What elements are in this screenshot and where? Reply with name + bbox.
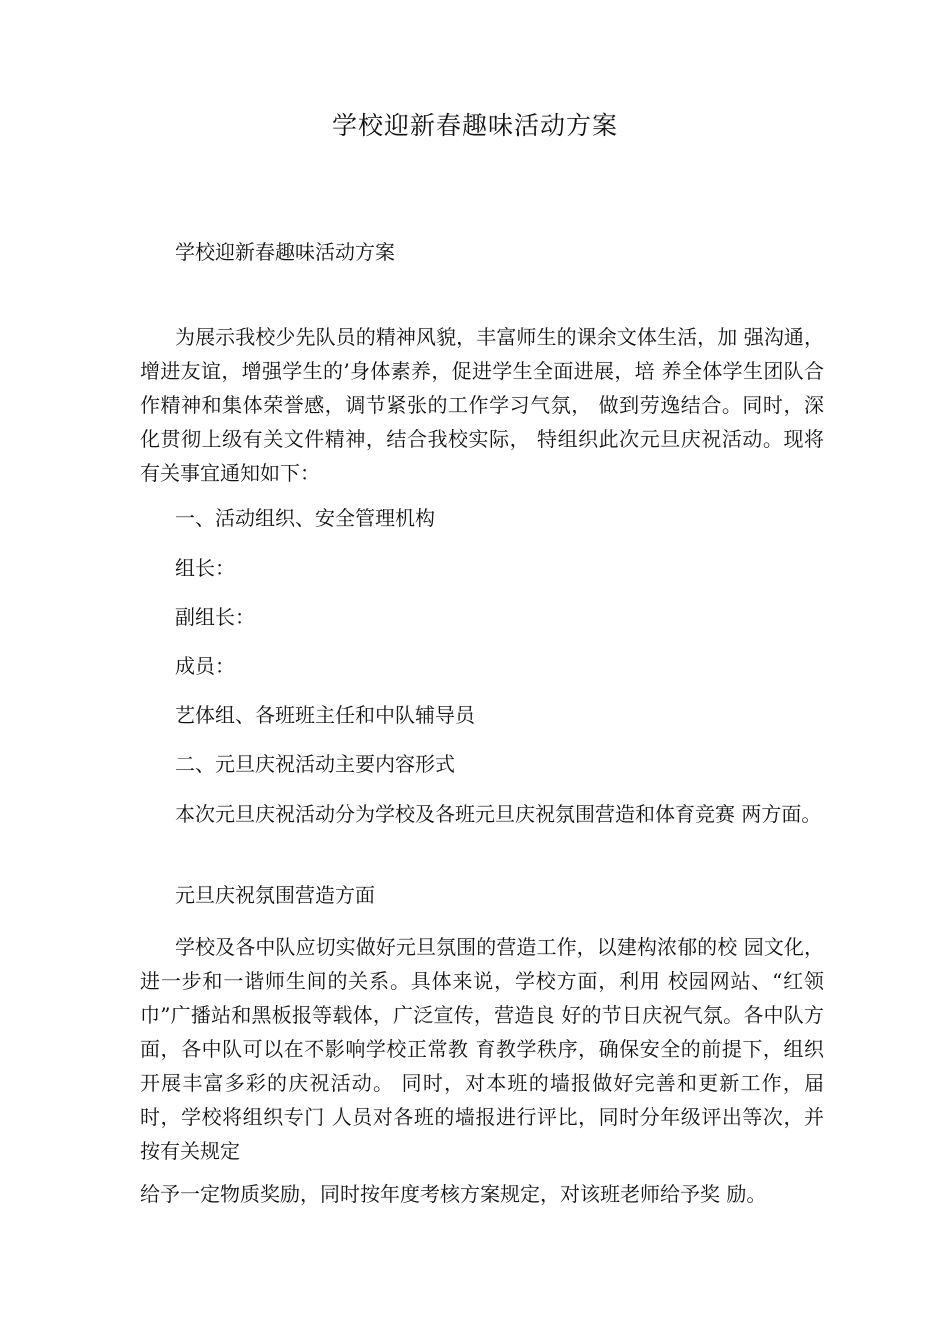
section2-paragraph: 本次元旦庆祝活动分为学校及各班元旦庆祝氛围营造和体育竞赛 两方面。 [175,802,822,826]
section2-heading: 二、元旦庆祝活动主要内容形式 [175,752,455,776]
atmosphere-paragraph: 学校及各中队应切实做好元旦氛围的营造工作，以建构浓郁的校 园文化，进一步和一谐师生间的关系。具体来说，学校方面，利用 校园网站、“红领巾”广播站和黑板报等载体，广泛宣传，营造良 好的节日庆祝气氛。各中队方面，各中队可以在不影响学校正常教 育教学秩序，确保安全的前提下，组织开展丰富多彩的庆祝活动。 同时，对本班的墙报做好完善和更新工作，届时，学校将组织专门 人员对各班的墙报进行评比，同时分年级评出等次，并按有关规定 [140,935,824,1163]
atmosphere-heading: 元旦庆祝氛围营造方面 [175,883,375,907]
section1-heading: 一、活动组织、安全管理机构 [175,506,435,530]
continuation-paragraph: 给予一定物质奖励，同时按年度考核方案规定，对该班老师给予奖 励。 [140,1182,767,1206]
members-detail: 艺体组、各班班主任和中队辅导员 [175,703,475,727]
document-title: 学校迎新春趣味活动方案 [331,111,618,140]
intro-paragraph: 为展示我校少先队员的精神风貌，丰富师生的课余文体生活，加 强沟通，增进友谊，增强学生的’身体素养，促进学生全面进展，培 养全体学生团队合作精神和集体荣誉感，调节紧张的工作学习气氛， 做到劳逸结合。同时，深化贯彻上级有关文件精神，结合我校实际， 特组织此次元旦庆祝活动。现将有关事宜通知如下： [140,325,824,485]
document-subtitle: 学校迎新春趣味活动方案 [175,240,395,264]
members-label: 成员： [175,654,235,678]
deputy-leader-label: 副组长： [175,605,255,629]
leader-label: 组长： [175,556,235,580]
